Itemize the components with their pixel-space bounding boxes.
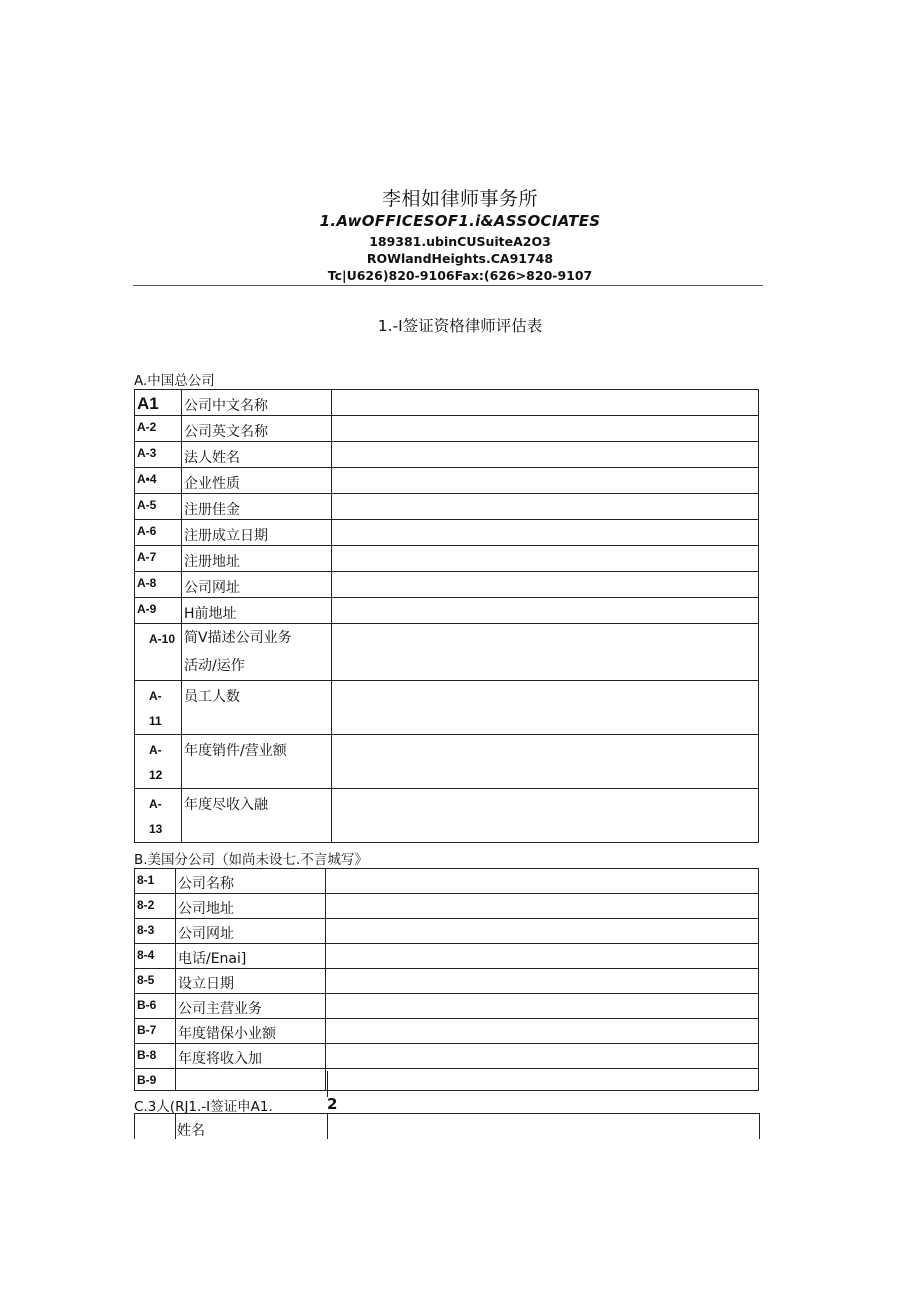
row-code: A-7 [135, 546, 182, 572]
table-row [135, 572, 759, 598]
row-code: 8-5 [135, 969, 176, 994]
table-row [135, 789, 759, 843]
section-b-heading: B.美国分公司（如尚未设七.不言城写》 [134, 852, 368, 868]
row-label: H前地址 [182, 598, 332, 624]
row-label: 公司主营业务 [176, 994, 326, 1019]
letterhead-divider [133, 285, 763, 286]
answer-field[interactable] [326, 869, 759, 894]
table-row [135, 869, 759, 894]
answer-field[interactable] [332, 468, 759, 494]
table-row [135, 468, 759, 494]
row-code: B-7 [135, 1019, 176, 1044]
row-code-line: A- [149, 689, 162, 703]
answer-field[interactable] [332, 572, 759, 598]
section-c-heading: C.3人(RJ1.-I签证申A1. [134, 1099, 273, 1115]
contact-line: Tc|U626)820-9106Fax:(626>820-9107 [327, 268, 593, 283]
row-code-line: 11 [149, 714, 162, 728]
answer-field[interactable] [332, 735, 759, 789]
row-code [135, 789, 182, 843]
row-label: 公司英文名称 [182, 416, 332, 442]
table-row [135, 969, 759, 994]
table-row [135, 598, 759, 624]
row-code: A-8 [135, 572, 182, 598]
row-code: A-3 [135, 442, 182, 468]
column-divider [327, 1113, 328, 1139]
row-label: 年度错保小业额 [176, 1019, 326, 1044]
row-label: 员工人数 [182, 681, 332, 735]
answer-field[interactable] [326, 1019, 759, 1044]
firm-name-chinese: 李相如律师事务所 [381, 188, 538, 210]
address-line-2: ROWlandHeights.CA91748 [366, 251, 554, 266]
table-row [135, 994, 759, 1019]
table-row [135, 1069, 759, 1091]
row-label: 公司网址 [176, 919, 326, 944]
answer-field[interactable] [332, 546, 759, 572]
table-row [135, 520, 759, 546]
table-row [135, 494, 759, 520]
row-code: B-8 [135, 1044, 176, 1069]
table-row [135, 735, 759, 789]
row-code: B-6 [135, 994, 176, 1019]
answer-field[interactable] [326, 994, 759, 1019]
answer-field[interactable] [332, 681, 759, 735]
row-label: 注册成立日期 [182, 520, 332, 546]
answer-field[interactable] [332, 442, 759, 468]
row-label: 公司中文名称 [182, 390, 332, 416]
answer-field[interactable] [326, 919, 759, 944]
answer-field[interactable] [332, 520, 759, 546]
row-label: 企业性质 [182, 468, 332, 494]
table-row [135, 390, 759, 416]
row-label: 年度销件/营业额 [182, 735, 332, 789]
row-label [182, 624, 332, 681]
row-code: A-9 [135, 598, 182, 624]
row-code: A•4 [135, 468, 182, 494]
row-code: A-2 [135, 416, 182, 442]
answer-field[interactable] [332, 624, 759, 681]
column-divider [175, 1113, 176, 1139]
row-code: 8-4 [135, 944, 176, 969]
row-code: 8-1 [135, 869, 176, 894]
row-label: 电话/Enai] [176, 944, 326, 969]
row-label-line: 简V描述公司业务 [184, 630, 292, 646]
answer-field[interactable] [326, 944, 759, 969]
answer-field[interactable] [326, 1069, 759, 1091]
row-label: 公司名称 [176, 869, 326, 894]
answer-field[interactable] [326, 1044, 759, 1069]
column-divider [327, 1071, 328, 1097]
answer-field[interactable] [332, 416, 759, 442]
row-label-line: 活动/运作 [184, 658, 245, 674]
row-label: 注册佳金 [182, 494, 332, 520]
table-row [135, 944, 759, 969]
row-label: 注册地址 [182, 546, 332, 572]
row-label: 公司地址 [176, 894, 326, 919]
firm-name-english: 1.AwOFFICESOF1.i&ASSOCIATES [319, 212, 601, 230]
row-code: B-9 [135, 1069, 176, 1091]
address-line-1: 189381.ubinCUSuiteA2O3 [369, 234, 551, 249]
answer-field[interactable] [332, 390, 759, 416]
answer-field[interactable] [326, 894, 759, 919]
section-c-right-border [759, 1113, 760, 1139]
row-code-line: A- [149, 797, 162, 811]
table-row [135, 442, 759, 468]
row-label: 姓名 [177, 1123, 205, 1139]
answer-field[interactable] [332, 598, 759, 624]
section-b-table [134, 868, 759, 1091]
table-row [135, 1019, 759, 1044]
answer-field[interactable] [332, 789, 759, 843]
table-row [135, 894, 759, 919]
row-code: A1 [135, 390, 182, 416]
row-code: 8-2 [135, 894, 176, 919]
row-label: 设立日期 [176, 969, 326, 994]
row-code [135, 735, 182, 789]
table-row [135, 546, 759, 572]
answer-field[interactable] [326, 969, 759, 994]
row-label: 年度尽收入融 [182, 789, 332, 843]
row-code-line: 13 [149, 822, 163, 836]
table-row [135, 1044, 759, 1069]
row-code: A-6 [135, 520, 182, 546]
row-code: 8-3 [135, 919, 176, 944]
row-label: 公司网址 [182, 572, 332, 598]
table-row [135, 416, 759, 442]
section-c-table-top [134, 1113, 759, 1114]
table-row [135, 681, 759, 735]
section-a-heading: A.中国总公司 [134, 373, 215, 389]
answer-field[interactable] [332, 494, 759, 520]
answer-field[interactable] [329, 1116, 757, 1138]
page-number: 2 [327, 1095, 338, 1113]
row-code: A-10 [135, 624, 182, 681]
row-label [176, 1069, 326, 1091]
table-row [135, 624, 759, 681]
table-row [135, 919, 759, 944]
document-title: 1.-I签证资格律师评估表 [377, 317, 543, 335]
row-label: 年度将收入加 [176, 1044, 326, 1069]
section-c-left-border [134, 1113, 135, 1139]
row-label: 法人姓名 [182, 442, 332, 468]
row-code-line: A- [149, 743, 162, 757]
row-code: A-5 [135, 494, 182, 520]
row-code-line: 12 [149, 768, 163, 782]
section-a-table [134, 389, 759, 843]
row-code [135, 681, 182, 735]
